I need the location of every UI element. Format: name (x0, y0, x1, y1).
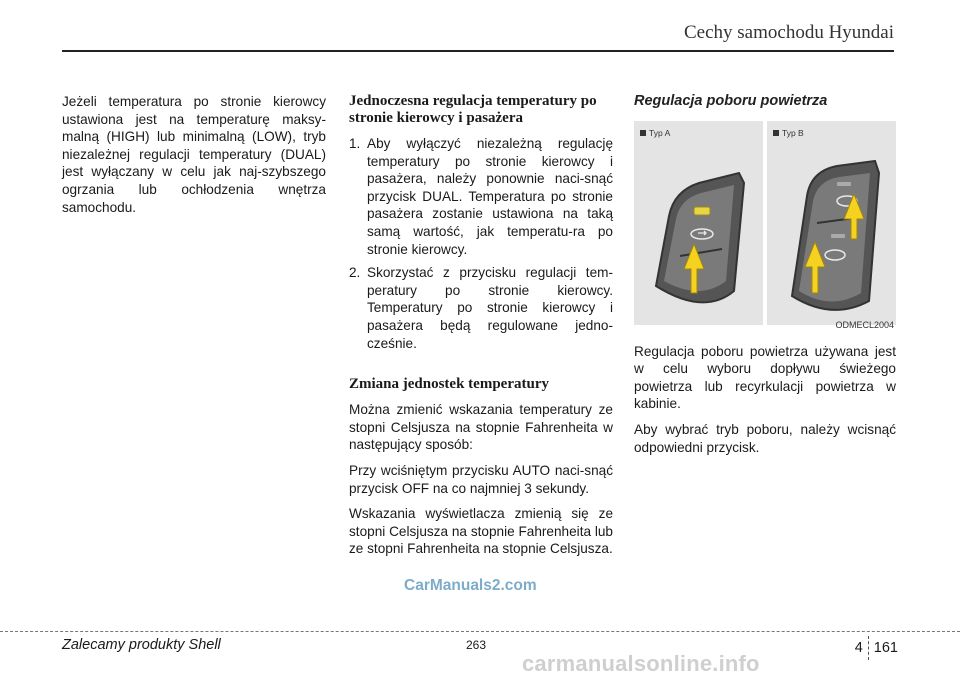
page-number: 161 (873, 639, 898, 656)
steps-list (349, 135, 613, 352)
figure-air-intake-buttons (634, 121, 896, 333)
section-heading: Zmiana jednostek temperatury (349, 376, 549, 393)
paragraph: Można zmienić wskazania temperatury ze stopni Celsjusza na stopnie Fahrenheita w następujący sposób: (349, 402, 613, 453)
page-header-title: Cechy samochodu Hyundai (683, 22, 894, 43)
column-left (62, 93, 326, 224)
figure-panel-type-a (634, 121, 763, 325)
paragraph: Jeżeli temperatura po stronie kierowcy ustawiona jest na temperaturę maksy-malną (HIGH) lub minimalną (LOW), tryb niezależnej regulacji temperatury (DUAL) jest wyłączany w celu jak naj-szybszego ogrzania lub ochłodzenia wnętrza samochodu. (62, 94, 326, 215)
paragraph: Regulacja poboru powietrza używana jest w celu wyboru dopływu świeżego powietrza lub recyrkulacji powietrza w kabinie. (634, 343, 896, 412)
step-number: 1. (349, 136, 361, 151)
chapter-number: 4 (854, 639, 863, 656)
watermark-carmanualsonline[interactable]: carmanualsonline.info (522, 651, 760, 676)
column-right (634, 93, 896, 464)
panel-label: Typ A (640, 125, 670, 143)
paragraph: Wskazania wyświetlacza zmienią się ze stopni Celsjusza na stopnie Fahrenheita lub ze stopni Fahrenheita na stopnie Celsjusza. (349, 506, 613, 557)
paragraph: Przy wciśniętym przycisku AUTO naci-snąć przycisk OFF na co najmniej 3 sekundy. (349, 462, 613, 496)
section-heading: Jednoczesna regulacja temperatury po stronie kierowcy i pasażera (349, 93, 597, 126)
footer-rule (0, 631, 960, 632)
step-number: 2. (349, 265, 361, 281)
control-panel-type-b-illustration (767, 121, 896, 325)
panel-label: Typ B (773, 125, 804, 143)
footer-page-ref (855, 636, 898, 660)
watermark-carmanuals2[interactable]: CarManuals2.com (404, 577, 537, 594)
figure-panel-type-b (767, 121, 896, 325)
step-text: Skorzystać z przycisku regulacji tem-peratury po stronie kierowcy. Temperatury po stronie kierowcy i pasażera będą regulowane jedno-cześnie. (367, 265, 613, 351)
header-rule (62, 50, 894, 52)
list-item (349, 135, 613, 258)
section-heading: Regulacja poboru powietrza (634, 93, 828, 109)
control-panel-type-a-illustration (634, 121, 763, 325)
figure-code: ODMECL2004 (835, 319, 894, 330)
paragraph: Aby wybrać tryb poboru, należy wcisnąć odpowiedni przycisk. (634, 421, 896, 455)
footer-slogan: Zalecamy produkty Shell (62, 637, 221, 653)
step-text: Aby wyłączyć niezależną regulację temperatury po stronie kierowcy i pasażera, należy ponownie naci-snąć przycisk DUAL. Temperatura po stronie pasażera zostanie ustawiona na taką samą wartość, jak temperatu-ra po stronie kierowcy. (367, 136, 613, 257)
footer-page-number-mid: 263 (466, 638, 487, 652)
list-item (349, 264, 613, 352)
column-middle (349, 93, 613, 566)
